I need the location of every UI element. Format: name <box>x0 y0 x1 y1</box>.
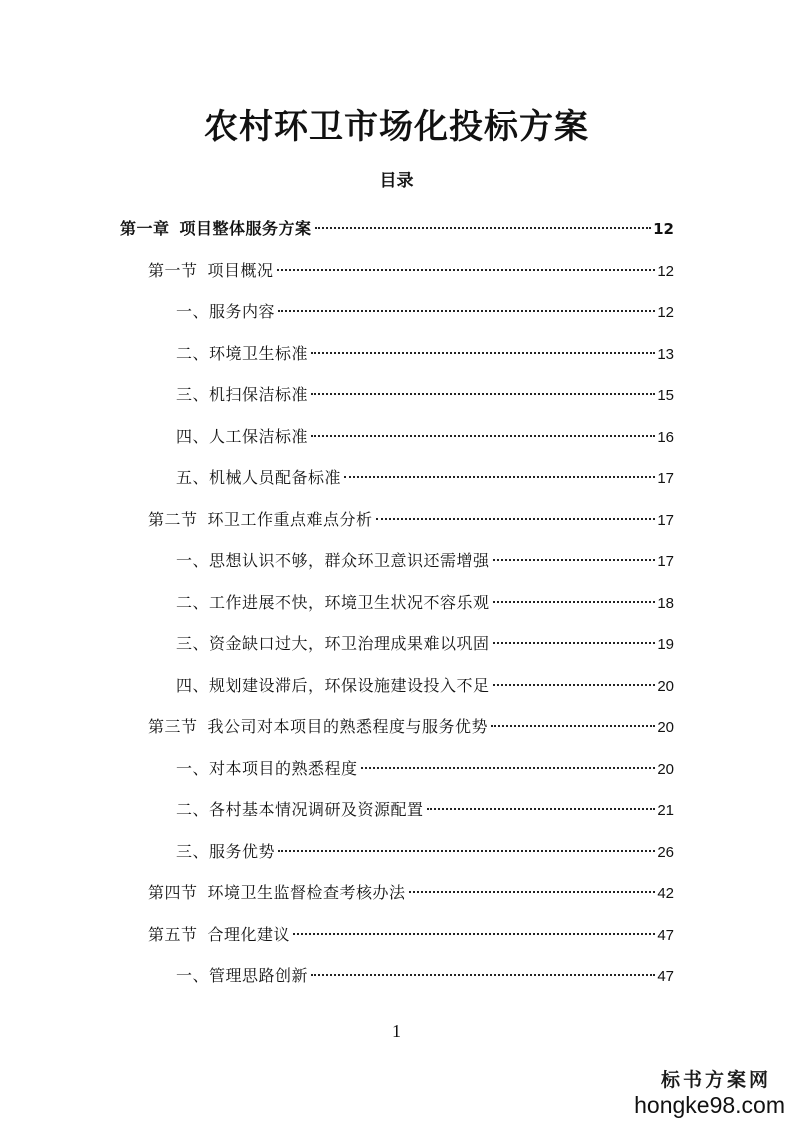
toc-entry-page: 13 <box>657 346 674 363</box>
toc-entry-prefix: 第三节 <box>148 717 198 736</box>
toc-entry-item[interactable] <box>176 341 674 367</box>
toc-entry-section[interactable] <box>148 507 674 533</box>
toc-entry-chapter[interactable] <box>120 216 674 242</box>
toc-dot-leader <box>493 559 656 561</box>
toc-entry-text: 我公司对本项目的熟悉程度与服务优势 <box>207 717 489 736</box>
toc-dot-leader <box>409 891 656 893</box>
toc-entry-page: 26 <box>657 844 674 861</box>
toc-entry-text: 四、规划建设滞后，环保设施建设投入不足 <box>176 676 490 695</box>
toc-dot-leader <box>311 393 655 395</box>
toc-dot-leader <box>278 850 655 852</box>
toc-dot-leader <box>493 642 656 644</box>
toc-entry-text: 环境卫生监督检查考核办法 <box>207 883 406 902</box>
toc-entry-text: 一、服务内容 <box>176 302 276 321</box>
toc-entry-text: 五、机械人员配备标准 <box>176 468 342 487</box>
toc-entry-label <box>148 922 290 948</box>
page-title: 农村环卫市场化投标方案 <box>204 107 589 147</box>
toc-entry-section[interactable] <box>148 258 674 284</box>
toc-entry-section[interactable] <box>148 880 674 906</box>
toc-entry-label <box>120 216 312 242</box>
toc-entry-item[interactable] <box>176 590 674 616</box>
toc-entry-text: 合理化建议 <box>207 925 291 944</box>
toc-dot-leader <box>278 310 655 312</box>
toc-entry-page: 42 <box>657 885 674 902</box>
toc-entry-label <box>176 839 275 865</box>
toc-entry-item[interactable] <box>176 839 674 865</box>
toc-dot-leader <box>315 227 652 229</box>
toc-entry-label <box>176 673 490 699</box>
site-watermark <box>605 1068 785 1118</box>
toc-entry-page: 19 <box>657 636 674 653</box>
toc-dot-leader <box>491 725 655 727</box>
toc-entry-label <box>176 756 358 782</box>
toc-entry-item[interactable] <box>176 424 674 450</box>
toc-entry-section[interactable] <box>148 922 674 948</box>
toc-entry-item[interactable] <box>176 465 674 491</box>
toc-entry-prefix: 第一章 <box>120 219 170 238</box>
toc-dot-leader <box>293 933 655 935</box>
toc-entry-item[interactable] <box>176 299 674 325</box>
toc-entry-item[interactable] <box>176 797 674 823</box>
toc-dot-leader <box>427 808 656 810</box>
toc-entry-text: 环卫工作重点难点分析 <box>207 510 373 529</box>
toc-entry-page: 47 <box>657 927 674 944</box>
toc-entry-text: 二、各村基本情况调研及资源配置 <box>176 800 424 819</box>
toc-entry-text: 二、工作进展不快，环境卫生状况不容乐观 <box>176 593 490 612</box>
toc-entry-label <box>176 548 490 574</box>
toc-entry-label <box>176 797 424 823</box>
page-number: 1 <box>392 1021 401 1041</box>
toc-entry-item[interactable] <box>176 963 674 989</box>
toc-dot-leader <box>311 352 655 354</box>
toc-entry-item[interactable] <box>176 548 674 574</box>
toc-entry-label <box>176 341 308 367</box>
watermark-site-name: 标书方案网 <box>660 1069 771 1091</box>
toc-entry-prefix: 第四节 <box>148 883 198 902</box>
toc-entry-text: 三、机扫保洁标准 <box>176 385 309 404</box>
toc-entry-page: 17 <box>657 470 674 487</box>
toc-entry-page: 12 <box>657 263 674 280</box>
toc-entry-page: 18 <box>657 595 674 612</box>
toc-dot-leader <box>311 974 655 976</box>
toc-entry-item[interactable] <box>176 673 674 699</box>
toc-entry-page: 12 <box>653 220 674 238</box>
toc-entry-label <box>148 714 488 740</box>
toc-entry-text: 三、服务优势 <box>176 842 276 861</box>
toc-heading: 目录 <box>379 171 414 191</box>
toc-dot-leader <box>277 269 656 271</box>
toc-entry-label <box>148 880 406 906</box>
toc-entry-text: 一、思想认识不够，群众环卫意识还需增强 <box>176 551 490 570</box>
toc-entry-text: 二、环境卫生标准 <box>176 344 309 363</box>
toc-entry-page: 20 <box>657 719 674 736</box>
toc-entry-page: 20 <box>657 678 674 695</box>
toc-dot-leader <box>493 684 656 686</box>
toc-entry-item[interactable] <box>176 631 674 657</box>
toc-entry-section[interactable] <box>148 714 674 740</box>
toc-entry-page: 21 <box>657 802 674 819</box>
toc-dot-leader <box>376 518 656 520</box>
toc-entry-prefix: 第五节 <box>148 925 198 944</box>
toc-entry-item[interactable] <box>176 756 674 782</box>
toc-entry-text: 一、对本项目的熟悉程度 <box>176 759 358 778</box>
toc-entry-label <box>176 382 308 408</box>
toc-dot-leader <box>344 476 655 478</box>
toc-entry-page: 16 <box>657 429 674 446</box>
toc-entry-page: 47 <box>657 968 674 985</box>
toc-entry-prefix: 第一节 <box>148 261 198 280</box>
toc-entry-text: 三、资金缺口过大，环卫治理成果难以巩固 <box>176 634 490 653</box>
toc-entry-page: 12 <box>657 304 674 321</box>
toc-entry-page: 17 <box>657 553 674 570</box>
toc-entry-text: 项目概况 <box>207 261 274 280</box>
toc-entry-label <box>176 631 490 657</box>
toc-entry-page: 15 <box>657 387 674 404</box>
toc-entry-label <box>148 507 373 533</box>
toc-dot-leader <box>493 601 656 603</box>
toc-entry-text: 项目整体服务方案 <box>179 219 312 238</box>
toc-entry-text: 四、人工保洁标准 <box>176 427 309 446</box>
toc-entry-label <box>176 590 490 616</box>
toc-entry-label <box>176 424 308 450</box>
toc-entry-item[interactable] <box>176 382 674 408</box>
toc-entry-label <box>176 299 275 325</box>
toc-entry-label <box>176 963 308 989</box>
toc-entry-label <box>176 465 341 491</box>
watermark-domain: hongke98.com <box>634 1092 785 1118</box>
toc-entry-prefix: 第二节 <box>148 510 198 529</box>
toc-dot-leader <box>311 435 655 437</box>
toc-dot-leader <box>361 767 656 769</box>
toc-entry-label <box>148 258 274 284</box>
toc-entry-page: 20 <box>657 761 674 778</box>
toc-entry-page: 17 <box>657 512 674 529</box>
toc-entry-text: 一、管理思路创新 <box>176 966 309 985</box>
